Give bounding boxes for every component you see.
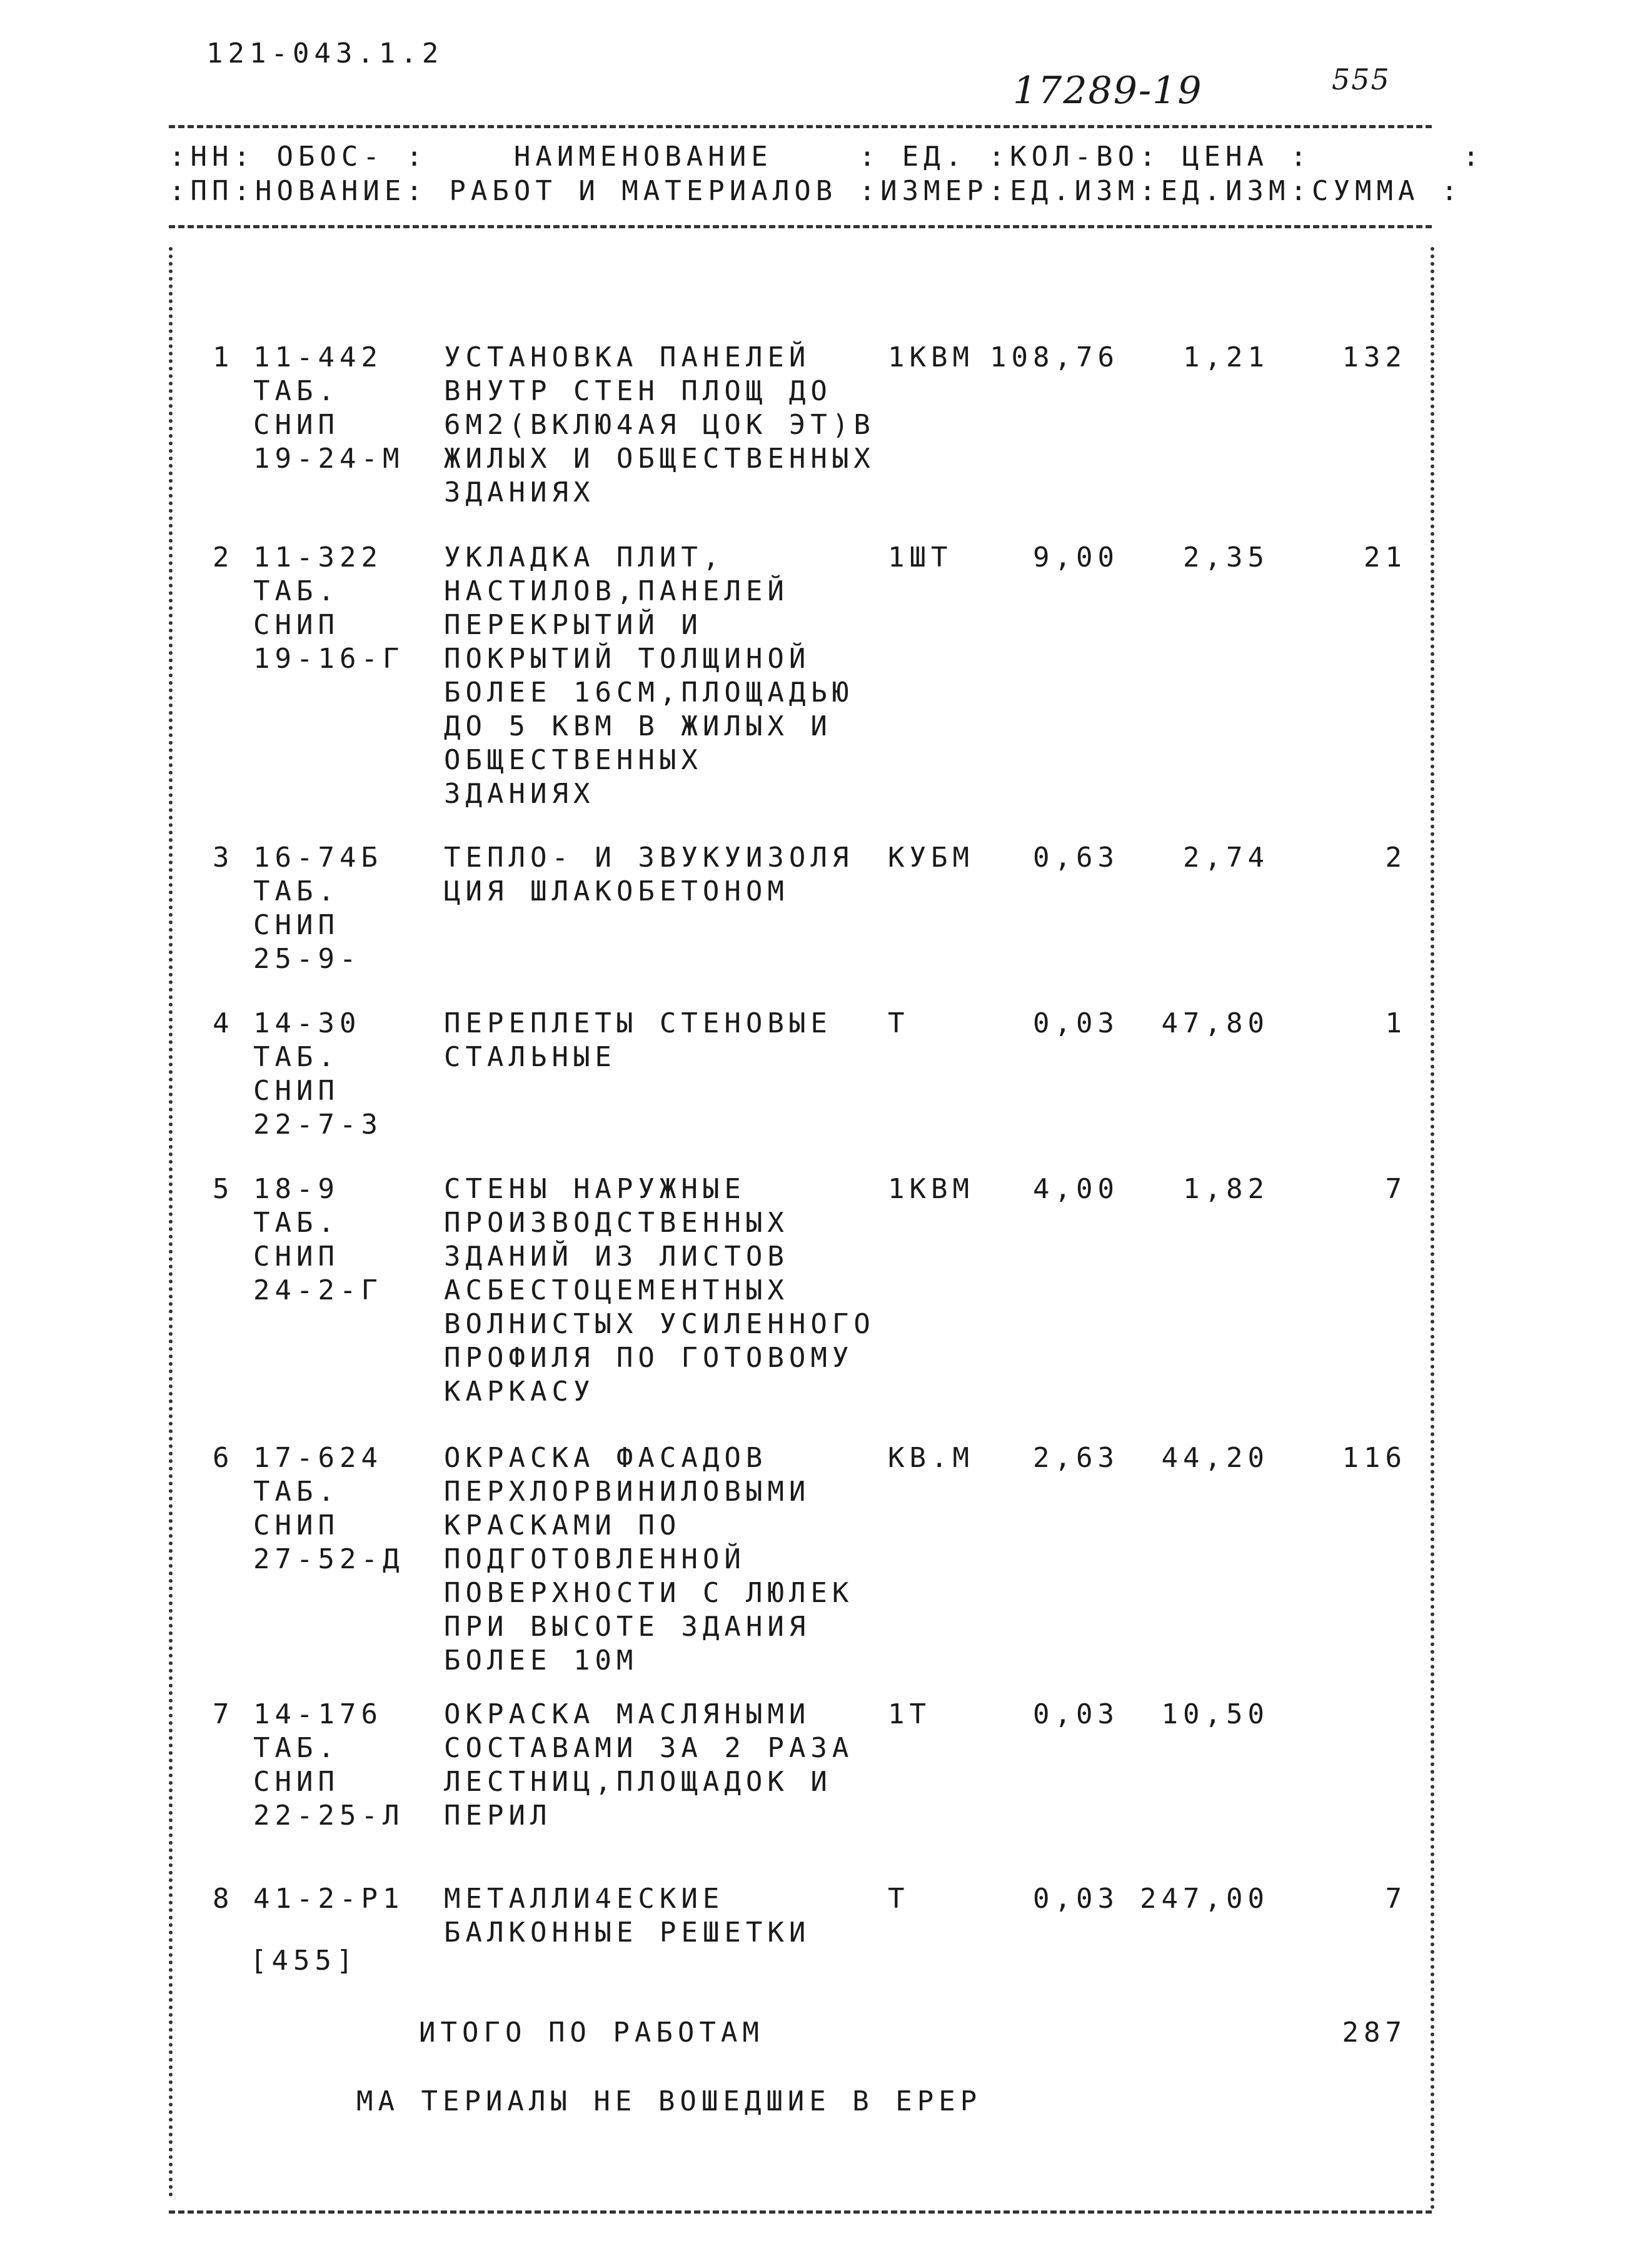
row-basis-line: СНИП bbox=[253, 1509, 340, 1541]
row-basis-line: СНИП bbox=[253, 1766, 340, 1798]
row-name-line: ЖИЛЫХ И ОБЩЕСТВЕННЫХ bbox=[444, 443, 875, 475]
row-number: 8 bbox=[213, 1883, 234, 1915]
row-name-line: ЗДАНИЯХ bbox=[444, 476, 595, 508]
row-name-line: СТАЛЬНЫЕ bbox=[444, 1041, 616, 1073]
row-basis-line: 14-176 bbox=[253, 1698, 383, 1730]
row-unit: КВ.М bbox=[888, 1442, 974, 1474]
row-quantity: 108,76 bbox=[990, 341, 1119, 373]
row-basis-line: 41-2-Р1 bbox=[253, 1883, 405, 1915]
row-name-line: ОКРАСКА ФАСАДОВ bbox=[444, 1442, 768, 1474]
header-row-1: :НН: ОБОС- : НАИМЕНОВАНИЕ : ЕД. :КОЛ-ВО: ЦЕНА : : bbox=[169, 141, 1484, 173]
row-basis-line: 14-30 bbox=[253, 1007, 361, 1039]
row-basis-line: ТАБ. bbox=[253, 575, 340, 607]
row-name-line: УКЛАДКА ПЛИТ, bbox=[444, 542, 725, 573]
row-basis-line: ТАБ. bbox=[253, 1207, 340, 1239]
row-name-line: ЦИЯ ШЛАКОБЕТОНОМ bbox=[444, 875, 789, 907]
row-basis-line: ТАБ. bbox=[253, 1041, 340, 1073]
row-quantity: 0,63 bbox=[1033, 842, 1119, 874]
row-unit: КУБМ bbox=[888, 842, 974, 874]
total-label: ИТОГО ПО РАБОТАМ bbox=[419, 2017, 764, 2049]
row-name-line: ТЕПЛО- И ЗВУКУИЗОЛЯ bbox=[444, 842, 854, 874]
row-basis-line: 27-52-Д bbox=[253, 1543, 405, 1575]
document-code: 121-043.1.2 bbox=[206, 38, 444, 69]
row-quantity: 0,03 bbox=[1033, 1698, 1119, 1730]
row-number: 1 bbox=[213, 341, 234, 373]
row-basis-line: 16-74Б bbox=[253, 842, 383, 874]
row-name-line: КРАСКАМИ ПО bbox=[444, 1509, 682, 1541]
row-basis-line: СНИП bbox=[253, 609, 340, 641]
row-name-line: ВНУТР СТЕН ПЛОЩ ДО bbox=[444, 375, 832, 407]
row-basis-line: 22-25-Л bbox=[253, 1800, 405, 1832]
top-rule bbox=[169, 125, 1432, 128]
page-number: 555 bbox=[1332, 63, 1391, 96]
row-number: 3 bbox=[213, 842, 234, 874]
row-basis-line: 22-7-3 bbox=[253, 1109, 383, 1141]
row-name-line: УСТАНОВКА ПАНЕЛЕЙ bbox=[444, 341, 811, 373]
row-name-line: НАСТИЛОВ,ПАНЕЛЕЙ bbox=[444, 575, 789, 607]
right-border bbox=[1431, 247, 1434, 2210]
row-name-line: ПЕРИЛ bbox=[444, 1800, 552, 1832]
row-name-line: ПОВЕРХНОСТИ С ЛЮЛЕК bbox=[444, 1577, 854, 1609]
row-sum: 21 bbox=[1364, 542, 1407, 573]
row-name-line: ОБЩЕСТВЕННЫХ bbox=[444, 744, 703, 776]
row-unit: Т bbox=[888, 1883, 910, 1915]
row-sum: 116 bbox=[1342, 1442, 1407, 1474]
row-basis-line: СНИП bbox=[253, 909, 340, 941]
row-sum: 2 bbox=[1385, 842, 1407, 874]
row-name-line: БОЛЕЕ 10М bbox=[444, 1645, 638, 1676]
row-quantity: 4,00 bbox=[1033, 1173, 1119, 1205]
row-sum: 7 bbox=[1385, 1173, 1407, 1205]
row-name-line: ПРОФИЛЯ ПО ГОТОВОМУ bbox=[444, 1342, 854, 1374]
row-name-line: ОКРАСКА МАСЛЯНЫМИ bbox=[444, 1698, 811, 1730]
row-name-line: ЛЕСТНИЦ,ПЛОЩАДОК И bbox=[444, 1766, 832, 1798]
row-number: 5 bbox=[213, 1173, 234, 1205]
row-basis-line: 24-2-Г bbox=[253, 1274, 383, 1306]
total-value: 287 bbox=[1342, 2017, 1407, 2049]
row-unit: Т bbox=[888, 1007, 910, 1039]
row-basis-line: СНИП bbox=[253, 1241, 340, 1273]
row-name-line: СОСТАВАМИ ЗА 2 РАЗА bbox=[444, 1732, 854, 1764]
row-name-line: МЕТАЛЛИ4ЕСКИЕ bbox=[444, 1883, 725, 1915]
row-number: 7 bbox=[213, 1698, 234, 1730]
header-row-2: :ПП:НОВАНИЕ: РАБОТ И МАТЕРИАЛОВ :ИЗМЕР:ЕД.ИЗМ:ЕД.ИЗМ:СУММА : bbox=[169, 175, 1463, 207]
row-basis-line: ТАБ. bbox=[253, 1476, 340, 1508]
row-basis-line: 19-24-М bbox=[253, 443, 405, 475]
row-name-line: ПЕРЕКРЫТИЙ И bbox=[444, 609, 703, 641]
bottom-rule bbox=[169, 2210, 1432, 2214]
row-price: 44,20 bbox=[1161, 1442, 1269, 1474]
row-price: 1,21 bbox=[1183, 341, 1269, 373]
row-name-line: ПРИ ВЫСОТЕ ЗДАНИЯ bbox=[444, 1611, 811, 1643]
row-basis-line: 11-442 bbox=[253, 341, 383, 373]
row-name-line: ПОКРЫТИЙ ТОЛЩИНОЙ bbox=[444, 643, 811, 675]
row-name-line: ЗДАНИЯХ bbox=[444, 778, 595, 810]
row-price: 2,74 bbox=[1183, 842, 1269, 874]
row-basis-line: 18-9 bbox=[253, 1173, 340, 1205]
row-sum: 132 bbox=[1342, 341, 1407, 373]
row-name-line: БОЛЕЕ 16СМ,ПЛОЩАДЬЮ bbox=[444, 677, 854, 708]
row-price: 247,00 bbox=[1140, 1883, 1269, 1915]
header-rule bbox=[169, 225, 1432, 228]
row-unit: 1КВМ bbox=[888, 341, 974, 373]
row-quantity: 9,00 bbox=[1033, 542, 1119, 573]
row-quantity: 2,63 bbox=[1033, 1442, 1119, 1474]
row-name-line: ПРОИЗВОДСТВЕННЫХ bbox=[444, 1207, 789, 1239]
row-number: 2 bbox=[213, 542, 234, 573]
row-basis-line: ТАБ. bbox=[253, 1732, 340, 1764]
row-unit: 1КВМ bbox=[888, 1173, 974, 1205]
row-sum: 1 bbox=[1385, 1007, 1407, 1039]
row-name-line: ПЕРЕПЛЕТЫ СТЕНОВЫЕ bbox=[444, 1007, 832, 1039]
row-price: 47,80 bbox=[1161, 1007, 1269, 1039]
row-name-line: ПЕРХЛОРВИНИЛОВЫМИ bbox=[444, 1476, 811, 1508]
materials-note: МА ТЕРИАЛЫ НЕ ВОШЕДШИЕ В ЕРЕР bbox=[356, 2085, 982, 2117]
row-basis-line: СНИП bbox=[253, 1075, 340, 1107]
row-name-line: БАЛКОННЫЕ РЕШЕТКИ bbox=[444, 1917, 811, 1948]
row-name-line: ПОДГОТОВЛЕННОЙ bbox=[444, 1543, 746, 1575]
reference-note: [455] bbox=[250, 1945, 358, 1977]
row-quantity: 0,03 bbox=[1033, 1883, 1119, 1915]
handwritten-reference: 17289-19 bbox=[1013, 69, 1203, 113]
row-name-line: ВОЛНИСТЫХ УСИЛЕННОГО bbox=[444, 1308, 875, 1340]
row-basis-line: 19-16-Г bbox=[253, 643, 405, 675]
row-name-line: ДО 5 КВМ В ЖИЛЫХ И bbox=[444, 710, 832, 742]
row-quantity: 0,03 bbox=[1033, 1007, 1119, 1039]
row-unit: 1ШТ bbox=[888, 542, 953, 573]
row-sum: 7 bbox=[1385, 1883, 1407, 1915]
row-name-line: КАРКАСУ bbox=[444, 1376, 595, 1408]
row-price: 2,35 bbox=[1183, 542, 1269, 573]
row-basis-line: ТАБ. bbox=[253, 875, 340, 907]
row-price: 1,82 bbox=[1183, 1173, 1269, 1205]
row-name-line: АСБЕСТОЦЕМЕНТНЫХ bbox=[444, 1274, 789, 1306]
row-basis-line: 17-624 bbox=[253, 1442, 383, 1474]
row-basis-line: 25-9- bbox=[253, 943, 361, 975]
left-border bbox=[169, 247, 173, 2198]
row-price: 10,50 bbox=[1161, 1698, 1269, 1730]
row-name-line: 6М2(ВКЛЮ4АЯ ЦОК ЭТ)В bbox=[444, 409, 875, 441]
row-unit: 1Т bbox=[888, 1698, 931, 1730]
row-basis-line: СНИП bbox=[253, 409, 340, 441]
row-basis-line: ТАБ. bbox=[253, 375, 340, 407]
row-number: 4 bbox=[213, 1007, 234, 1039]
row-name-line: ЗДАНИЙ ИЗ ЛИСТОВ bbox=[444, 1241, 789, 1273]
row-name-line: СТЕНЫ НАРУЖНЫЕ bbox=[444, 1173, 746, 1205]
row-basis-line: 11-322 bbox=[253, 542, 383, 573]
row-number: 6 bbox=[213, 1442, 234, 1474]
